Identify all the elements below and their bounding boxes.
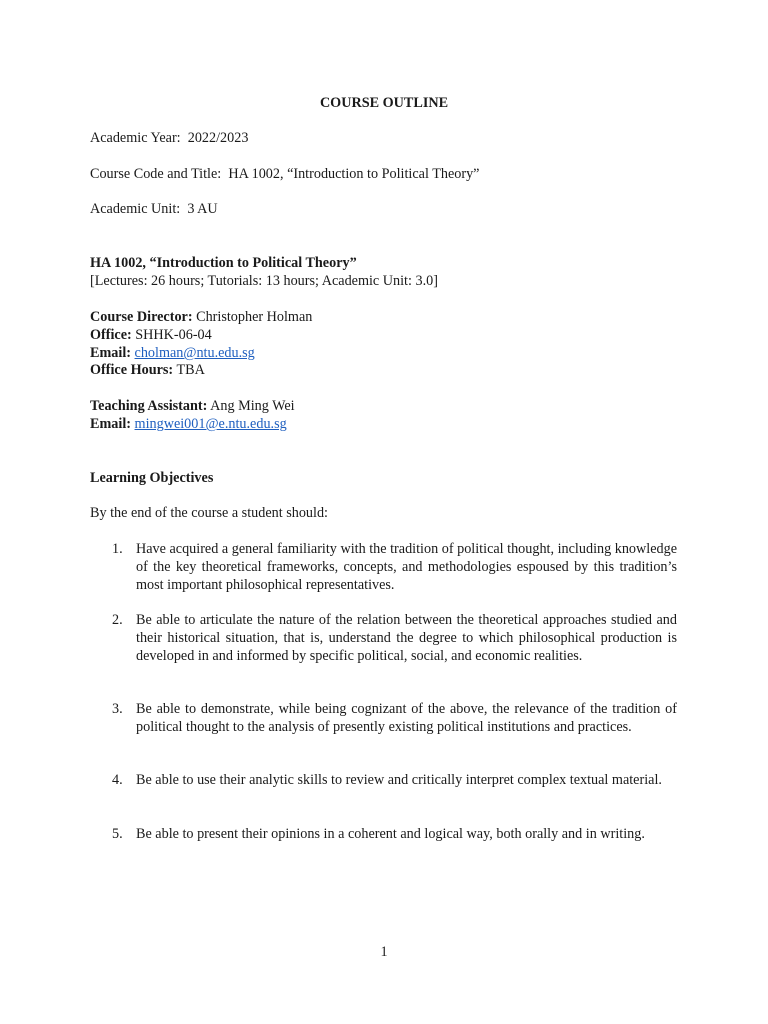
director-label: Course Director: <box>90 309 193 325</box>
academic-unit-value: 3 AU <box>187 201 218 217</box>
office-label: Office: <box>90 327 132 343</box>
director-value: Christopher Holman <box>196 309 313 325</box>
page-number: 1 <box>380 944 388 960</box>
list-item-number: 2. <box>112 612 123 628</box>
objectives-heading: Learning Objectives <box>90 470 214 486</box>
list-item-text: Be able to use their analytic skills to review and critically interpret complex textual material. <box>136 772 662 788</box>
list-item-number: 5. <box>112 826 123 842</box>
list-item-number: 3. <box>112 701 123 717</box>
list-item-text: Be able to demonstrate, while being cognizant of the above, the relevance of the tradition of political thought to the analysis of presently existing political institutions and practices. <box>136 701 677 735</box>
ta-line <box>90 397 295 415</box>
email-line <box>90 344 255 362</box>
director-email-link[interactable]: cholman@ntu.edu.sg <box>134 345 255 361</box>
ta-email-line <box>90 415 287 433</box>
course-hours: [Lectures: 26 hours; Tutorials: 13 hours; Academic Unit: 3.0] <box>90 273 438 289</box>
document-page <box>90 0 678 1024</box>
office-hours-value: TBA <box>176 362 205 378</box>
course-code-label: Course Code and Title: <box>90 166 222 182</box>
ta-email-link[interactable]: mingwei001@e.ntu.edu.sg <box>134 416 287 432</box>
list-item-text: Be able to articulate the nature of the relation between the theoretical approaches studied and their historical situation, that is, understand the degree to which philosophical production is developed in and informed by specific political, social, and economic realities. <box>136 612 677 664</box>
list-item-text: Have acquired a general familiarity with the tradition of political thought, including knowledge of the key theoretical frameworks, concepts, and methodologies espoused by this tradition’s most important philosophical representatives. <box>136 541 677 593</box>
objectives-intro: By the end of the course a student should: <box>90 505 328 521</box>
document-title: COURSE OUTLINE <box>319 95 449 111</box>
ta-value: Ang Ming Wei <box>210 398 295 414</box>
ta-email-label: Email: <box>90 416 131 432</box>
academic-unit-line <box>90 200 218 218</box>
course-code-value: HA 1002, “Introduction to Political Theory” <box>228 166 480 182</box>
office-line <box>90 326 212 344</box>
list-item-number: 4. <box>112 772 123 788</box>
course-heading: HA 1002, “Introduction to Political Theory” <box>90 255 357 271</box>
academic-unit-label: Academic Unit: <box>90 201 181 217</box>
office-hours-label: Office Hours: <box>90 362 174 378</box>
list-item-number: 1. <box>112 541 123 557</box>
ta-label: Teaching Assistant: <box>90 398 208 414</box>
course-code-line <box>90 165 479 183</box>
list-item-text: Be able to present their opinions in a coherent and logical way, both orally and in writing. <box>136 826 645 842</box>
office-value: SHHK-06-04 <box>135 327 212 343</box>
office-hours-line <box>90 361 205 379</box>
academic-year-label: Academic Year: <box>90 130 181 146</box>
email-label: Email: <box>90 345 131 361</box>
academic-year-value: 2022/2023 <box>187 130 249 146</box>
academic-year-line <box>90 129 248 147</box>
director-line <box>90 308 312 326</box>
